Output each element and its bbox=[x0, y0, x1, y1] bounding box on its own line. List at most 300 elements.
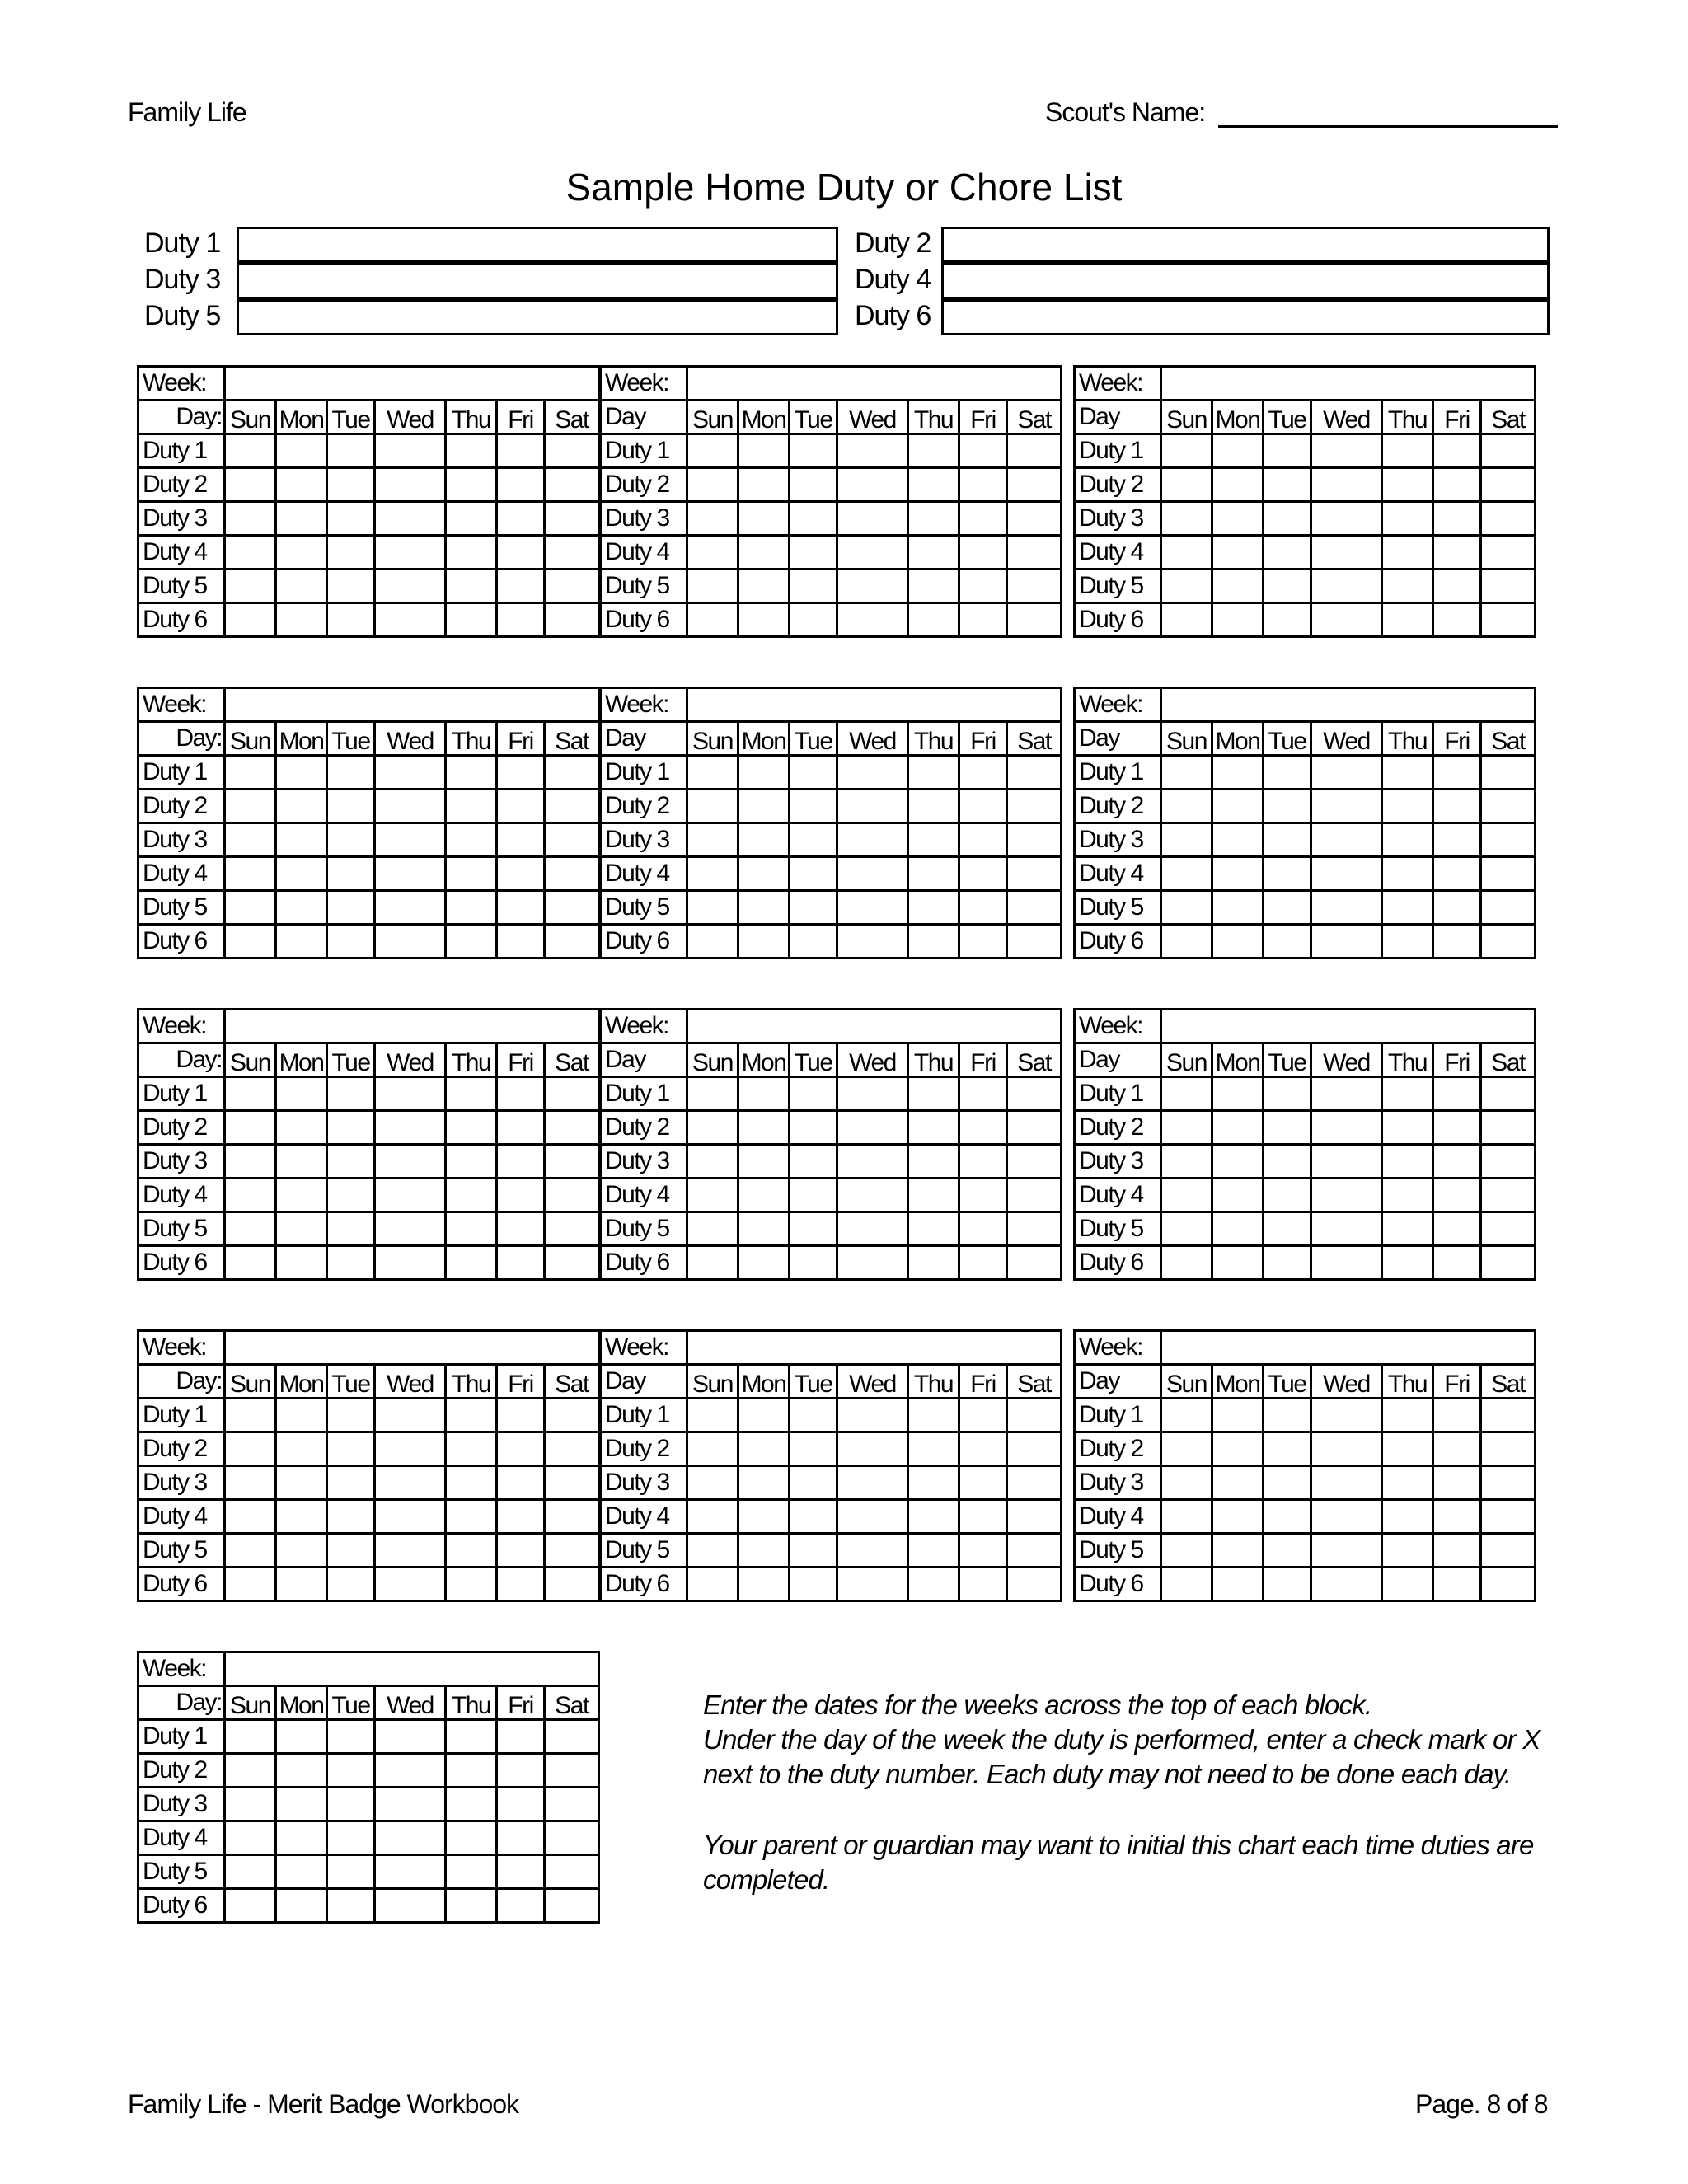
check-cell[interactable] bbox=[1481, 1212, 1536, 1246]
check-cell[interactable] bbox=[497, 1077, 545, 1111]
check-cell[interactable] bbox=[1007, 1432, 1062, 1466]
check-cell[interactable] bbox=[1264, 1212, 1311, 1246]
check-cell[interactable] bbox=[446, 1466, 497, 1500]
check-cell[interactable] bbox=[959, 1534, 1007, 1568]
check-cell[interactable] bbox=[446, 1754, 497, 1788]
check-cell[interactable] bbox=[1311, 891, 1382, 925]
check-cell[interactable] bbox=[446, 434, 497, 468]
check-cell[interactable] bbox=[446, 1821, 497, 1855]
check-cell[interactable] bbox=[790, 434, 837, 468]
check-cell[interactable] bbox=[908, 468, 959, 502]
check-cell[interactable] bbox=[225, 1432, 276, 1466]
check-cell[interactable] bbox=[276, 857, 327, 891]
check-cell[interactable] bbox=[545, 756, 599, 790]
check-cell[interactable] bbox=[225, 1855, 276, 1889]
check-cell[interactable] bbox=[1264, 1568, 1311, 1601]
check-cell[interactable] bbox=[1161, 468, 1212, 502]
check-cell[interactable] bbox=[687, 1500, 738, 1534]
check-cell[interactable] bbox=[1007, 1399, 1062, 1432]
check-cell[interactable] bbox=[375, 1568, 446, 1601]
check-cell[interactable] bbox=[327, 502, 375, 536]
check-cell[interactable] bbox=[446, 790, 497, 823]
check-cell[interactable] bbox=[687, 1179, 738, 1212]
week-date-field[interactable] bbox=[1161, 1010, 1536, 1043]
check-cell[interactable] bbox=[908, 790, 959, 823]
check-cell[interactable] bbox=[1311, 502, 1382, 536]
check-cell[interactable] bbox=[687, 891, 738, 925]
check-cell[interactable] bbox=[1264, 1145, 1311, 1179]
check-cell[interactable] bbox=[1264, 891, 1311, 925]
check-cell[interactable] bbox=[327, 434, 375, 468]
check-cell[interactable] bbox=[687, 536, 738, 569]
check-cell[interactable] bbox=[959, 1111, 1007, 1145]
check-cell[interactable] bbox=[545, 1889, 599, 1923]
check-cell[interactable] bbox=[1007, 1568, 1062, 1601]
check-cell[interactable] bbox=[1161, 536, 1212, 569]
check-cell[interactable] bbox=[276, 1821, 327, 1855]
check-cell[interactable] bbox=[375, 536, 446, 569]
check-cell[interactable] bbox=[1433, 536, 1481, 569]
check-cell[interactable] bbox=[1382, 502, 1433, 536]
check-cell[interactable] bbox=[545, 1568, 599, 1601]
check-cell[interactable] bbox=[225, 1212, 276, 1246]
check-cell[interactable] bbox=[375, 823, 446, 857]
check-cell[interactable] bbox=[908, 603, 959, 637]
week-date-field[interactable] bbox=[687, 367, 1062, 401]
check-cell[interactable] bbox=[908, 1432, 959, 1466]
check-cell[interactable] bbox=[497, 434, 545, 468]
check-cell[interactable] bbox=[908, 1399, 959, 1432]
check-cell[interactable] bbox=[276, 1500, 327, 1534]
check-cell[interactable] bbox=[276, 1720, 327, 1754]
check-cell[interactable] bbox=[1264, 1432, 1311, 1466]
check-cell[interactable] bbox=[738, 1145, 790, 1179]
check-cell[interactable] bbox=[1264, 502, 1311, 536]
check-cell[interactable] bbox=[446, 925, 497, 958]
check-cell[interactable] bbox=[446, 823, 497, 857]
check-cell[interactable] bbox=[497, 1788, 545, 1821]
check-cell[interactable] bbox=[375, 1821, 446, 1855]
check-cell[interactable] bbox=[1161, 925, 1212, 958]
check-cell[interactable] bbox=[327, 790, 375, 823]
check-cell[interactable] bbox=[959, 536, 1007, 569]
check-cell[interactable] bbox=[959, 1568, 1007, 1601]
check-cell[interactable] bbox=[327, 925, 375, 958]
check-cell[interactable] bbox=[1311, 1111, 1382, 1145]
check-cell[interactable] bbox=[1212, 1246, 1264, 1280]
check-cell[interactable] bbox=[1481, 925, 1536, 958]
check-cell[interactable] bbox=[959, 857, 1007, 891]
check-cell[interactable] bbox=[1212, 603, 1264, 637]
check-cell[interactable] bbox=[1161, 1399, 1212, 1432]
check-cell[interactable] bbox=[687, 1246, 738, 1280]
check-cell[interactable] bbox=[446, 536, 497, 569]
check-cell[interactable] bbox=[497, 1534, 545, 1568]
check-cell[interactable] bbox=[1481, 1111, 1536, 1145]
check-cell[interactable] bbox=[1212, 1466, 1264, 1500]
check-cell[interactable] bbox=[837, 1432, 908, 1466]
check-cell[interactable] bbox=[837, 857, 908, 891]
check-cell[interactable] bbox=[1433, 1568, 1481, 1601]
check-cell[interactable] bbox=[545, 1754, 599, 1788]
check-cell[interactable] bbox=[959, 1399, 1007, 1432]
check-cell[interactable] bbox=[738, 925, 790, 958]
check-cell[interactable] bbox=[276, 1145, 327, 1179]
check-cell[interactable] bbox=[276, 891, 327, 925]
check-cell[interactable] bbox=[908, 536, 959, 569]
duty-definition-field[interactable] bbox=[941, 263, 1550, 299]
check-cell[interactable] bbox=[1264, 536, 1311, 569]
check-cell[interactable] bbox=[1433, 1077, 1481, 1111]
check-cell[interactable] bbox=[1161, 1145, 1212, 1179]
check-cell[interactable] bbox=[327, 823, 375, 857]
check-cell[interactable] bbox=[959, 434, 1007, 468]
check-cell[interactable] bbox=[959, 823, 1007, 857]
check-cell[interactable] bbox=[497, 1500, 545, 1534]
check-cell[interactable] bbox=[225, 1179, 276, 1212]
check-cell[interactable] bbox=[959, 1212, 1007, 1246]
check-cell[interactable] bbox=[908, 1212, 959, 1246]
check-cell[interactable] bbox=[225, 823, 276, 857]
check-cell[interactable] bbox=[837, 603, 908, 637]
check-cell[interactable] bbox=[1481, 1179, 1536, 1212]
check-cell[interactable] bbox=[1311, 1212, 1382, 1246]
check-cell[interactable] bbox=[1212, 823, 1264, 857]
check-cell[interactable] bbox=[1007, 1500, 1062, 1534]
check-cell[interactable] bbox=[1481, 1534, 1536, 1568]
check-cell[interactable] bbox=[1212, 1179, 1264, 1212]
check-cell[interactable] bbox=[327, 1179, 375, 1212]
check-cell[interactable] bbox=[1007, 925, 1062, 958]
check-cell[interactable] bbox=[1481, 603, 1536, 637]
check-cell[interactable] bbox=[1382, 1145, 1433, 1179]
check-cell[interactable] bbox=[497, 925, 545, 958]
check-cell[interactable] bbox=[687, 502, 738, 536]
check-cell[interactable] bbox=[1311, 925, 1382, 958]
check-cell[interactable] bbox=[908, 1500, 959, 1534]
check-cell[interactable] bbox=[790, 569, 837, 603]
check-cell[interactable] bbox=[1007, 823, 1062, 857]
check-cell[interactable] bbox=[545, 603, 599, 637]
check-cell[interactable] bbox=[1161, 1466, 1212, 1500]
check-cell[interactable] bbox=[1311, 1246, 1382, 1280]
check-cell[interactable] bbox=[225, 1821, 276, 1855]
check-cell[interactable] bbox=[276, 1754, 327, 1788]
check-cell[interactable] bbox=[545, 1399, 599, 1432]
check-cell[interactable] bbox=[327, 1145, 375, 1179]
check-cell[interactable] bbox=[497, 1855, 545, 1889]
check-cell[interactable] bbox=[545, 1179, 599, 1212]
check-cell[interactable] bbox=[276, 1111, 327, 1145]
check-cell[interactable] bbox=[276, 603, 327, 637]
check-cell[interactable] bbox=[1161, 434, 1212, 468]
check-cell[interactable] bbox=[738, 857, 790, 891]
check-cell[interactable] bbox=[790, 536, 837, 569]
check-cell[interactable] bbox=[276, 1246, 327, 1280]
check-cell[interactable] bbox=[545, 1466, 599, 1500]
check-cell[interactable] bbox=[1264, 1111, 1311, 1145]
check-cell[interactable] bbox=[446, 1246, 497, 1280]
check-cell[interactable] bbox=[1212, 925, 1264, 958]
check-cell[interactable] bbox=[1382, 1111, 1433, 1145]
check-cell[interactable] bbox=[1433, 1399, 1481, 1432]
check-cell[interactable] bbox=[1481, 891, 1536, 925]
check-cell[interactable] bbox=[908, 1145, 959, 1179]
check-cell[interactable] bbox=[1161, 891, 1212, 925]
check-cell[interactable] bbox=[1382, 1212, 1433, 1246]
check-cell[interactable] bbox=[1433, 468, 1481, 502]
check-cell[interactable] bbox=[225, 1568, 276, 1601]
check-cell[interactable] bbox=[375, 1466, 446, 1500]
check-cell[interactable] bbox=[1212, 1534, 1264, 1568]
check-cell[interactable] bbox=[959, 756, 1007, 790]
check-cell[interactable] bbox=[497, 1246, 545, 1280]
check-cell[interactable] bbox=[225, 569, 276, 603]
check-cell[interactable] bbox=[327, 1855, 375, 1889]
check-cell[interactable] bbox=[276, 925, 327, 958]
check-cell[interactable] bbox=[225, 891, 276, 925]
check-cell[interactable] bbox=[375, 1145, 446, 1179]
check-cell[interactable] bbox=[1007, 1212, 1062, 1246]
check-cell[interactable] bbox=[1007, 1466, 1062, 1500]
check-cell[interactable] bbox=[1212, 1500, 1264, 1534]
check-cell[interactable] bbox=[446, 857, 497, 891]
check-cell[interactable] bbox=[1212, 1077, 1264, 1111]
check-cell[interactable] bbox=[497, 790, 545, 823]
check-cell[interactable] bbox=[225, 1466, 276, 1500]
check-cell[interactable] bbox=[276, 1534, 327, 1568]
check-cell[interactable] bbox=[1007, 536, 1062, 569]
check-cell[interactable] bbox=[1264, 1534, 1311, 1568]
check-cell[interactable] bbox=[276, 1399, 327, 1432]
check-cell[interactable] bbox=[837, 468, 908, 502]
check-cell[interactable] bbox=[1212, 1432, 1264, 1466]
week-date-field[interactable] bbox=[225, 367, 599, 401]
check-cell[interactable] bbox=[1007, 1111, 1062, 1145]
check-cell[interactable] bbox=[1433, 1111, 1481, 1145]
check-cell[interactable] bbox=[1481, 1500, 1536, 1534]
check-cell[interactable] bbox=[1161, 857, 1212, 891]
check-cell[interactable] bbox=[738, 502, 790, 536]
check-cell[interactable] bbox=[738, 1179, 790, 1212]
check-cell[interactable] bbox=[545, 1500, 599, 1534]
check-cell[interactable] bbox=[837, 536, 908, 569]
week-date-field[interactable] bbox=[687, 1010, 1062, 1043]
check-cell[interactable] bbox=[790, 1179, 837, 1212]
check-cell[interactable] bbox=[837, 1399, 908, 1432]
check-cell[interactable] bbox=[1433, 756, 1481, 790]
check-cell[interactable] bbox=[1481, 756, 1536, 790]
check-cell[interactable] bbox=[375, 1855, 446, 1889]
check-cell[interactable] bbox=[837, 1500, 908, 1534]
check-cell[interactable] bbox=[1481, 1077, 1536, 1111]
check-cell[interactable] bbox=[225, 1111, 276, 1145]
check-cell[interactable] bbox=[1311, 756, 1382, 790]
check-cell[interactable] bbox=[1212, 1399, 1264, 1432]
check-cell[interactable] bbox=[1433, 1500, 1481, 1534]
check-cell[interactable] bbox=[375, 1432, 446, 1466]
check-cell[interactable] bbox=[1212, 790, 1264, 823]
check-cell[interactable] bbox=[1161, 1077, 1212, 1111]
check-cell[interactable] bbox=[446, 1212, 497, 1246]
check-cell[interactable] bbox=[225, 434, 276, 468]
check-cell[interactable] bbox=[327, 569, 375, 603]
check-cell[interactable] bbox=[1311, 1179, 1382, 1212]
check-cell[interactable] bbox=[1311, 1432, 1382, 1466]
check-cell[interactable] bbox=[276, 536, 327, 569]
check-cell[interactable] bbox=[790, 1568, 837, 1601]
check-cell[interactable] bbox=[738, 1246, 790, 1280]
check-cell[interactable] bbox=[1161, 1246, 1212, 1280]
check-cell[interactable] bbox=[497, 1399, 545, 1432]
check-cell[interactable] bbox=[1264, 468, 1311, 502]
check-cell[interactable] bbox=[446, 569, 497, 603]
check-cell[interactable] bbox=[959, 1466, 1007, 1500]
check-cell[interactable] bbox=[1481, 569, 1536, 603]
check-cell[interactable] bbox=[1161, 823, 1212, 857]
check-cell[interactable] bbox=[375, 502, 446, 536]
check-cell[interactable] bbox=[1481, 857, 1536, 891]
check-cell[interactable] bbox=[1212, 1568, 1264, 1601]
check-cell[interactable] bbox=[1433, 790, 1481, 823]
check-cell[interactable] bbox=[1481, 536, 1536, 569]
check-cell[interactable] bbox=[908, 1111, 959, 1145]
check-cell[interactable] bbox=[375, 1500, 446, 1534]
check-cell[interactable] bbox=[1311, 603, 1382, 637]
check-cell[interactable] bbox=[545, 1111, 599, 1145]
check-cell[interactable] bbox=[1264, 1077, 1311, 1111]
check-cell[interactable] bbox=[497, 1821, 545, 1855]
check-cell[interactable] bbox=[790, 1534, 837, 1568]
check-cell[interactable] bbox=[375, 756, 446, 790]
check-cell[interactable] bbox=[375, 925, 446, 958]
check-cell[interactable] bbox=[908, 1568, 959, 1601]
check-cell[interactable] bbox=[327, 1754, 375, 1788]
check-cell[interactable] bbox=[446, 1399, 497, 1432]
check-cell[interactable] bbox=[327, 1821, 375, 1855]
check-cell[interactable] bbox=[1433, 1534, 1481, 1568]
check-cell[interactable] bbox=[1382, 1500, 1433, 1534]
check-cell[interactable] bbox=[545, 925, 599, 958]
check-cell[interactable] bbox=[497, 569, 545, 603]
check-cell[interactable] bbox=[1382, 569, 1433, 603]
check-cell[interactable] bbox=[375, 1246, 446, 1280]
check-cell[interactable] bbox=[225, 502, 276, 536]
check-cell[interactable] bbox=[497, 891, 545, 925]
check-cell[interactable] bbox=[687, 434, 738, 468]
check-cell[interactable] bbox=[1382, 536, 1433, 569]
check-cell[interactable] bbox=[276, 1432, 327, 1466]
check-cell[interactable] bbox=[497, 756, 545, 790]
week-date-field[interactable] bbox=[225, 1010, 599, 1043]
check-cell[interactable] bbox=[1007, 468, 1062, 502]
check-cell[interactable] bbox=[1007, 1077, 1062, 1111]
check-cell[interactable] bbox=[790, 1212, 837, 1246]
check-cell[interactable] bbox=[276, 1077, 327, 1111]
check-cell[interactable] bbox=[375, 1399, 446, 1432]
check-cell[interactable] bbox=[1481, 434, 1536, 468]
check-cell[interactable] bbox=[327, 1111, 375, 1145]
check-cell[interactable] bbox=[1433, 925, 1481, 958]
check-cell[interactable] bbox=[908, 823, 959, 857]
check-cell[interactable] bbox=[375, 1212, 446, 1246]
check-cell[interactable] bbox=[497, 502, 545, 536]
check-cell[interactable] bbox=[446, 603, 497, 637]
check-cell[interactable] bbox=[225, 1720, 276, 1754]
check-cell[interactable] bbox=[908, 434, 959, 468]
check-cell[interactable] bbox=[446, 1788, 497, 1821]
check-cell[interactable] bbox=[276, 1466, 327, 1500]
check-cell[interactable] bbox=[225, 603, 276, 637]
check-cell[interactable] bbox=[908, 1534, 959, 1568]
check-cell[interactable] bbox=[545, 434, 599, 468]
check-cell[interactable] bbox=[738, 1399, 790, 1432]
check-cell[interactable] bbox=[545, 1212, 599, 1246]
check-cell[interactable] bbox=[738, 1534, 790, 1568]
check-cell[interactable] bbox=[1311, 1500, 1382, 1534]
check-cell[interactable] bbox=[687, 1077, 738, 1111]
check-cell[interactable] bbox=[687, 1466, 738, 1500]
check-cell[interactable] bbox=[327, 1788, 375, 1821]
check-cell[interactable] bbox=[790, 790, 837, 823]
check-cell[interactable] bbox=[790, 468, 837, 502]
check-cell[interactable] bbox=[1481, 1466, 1536, 1500]
check-cell[interactable] bbox=[446, 1720, 497, 1754]
check-cell[interactable] bbox=[1433, 823, 1481, 857]
check-cell[interactable] bbox=[1311, 1534, 1382, 1568]
check-cell[interactable] bbox=[908, 1179, 959, 1212]
check-cell[interactable] bbox=[1311, 1399, 1382, 1432]
check-cell[interactable] bbox=[446, 891, 497, 925]
check-cell[interactable] bbox=[446, 502, 497, 536]
check-cell[interactable] bbox=[1481, 823, 1536, 857]
check-cell[interactable] bbox=[837, 1077, 908, 1111]
check-cell[interactable] bbox=[1481, 502, 1536, 536]
check-cell[interactable] bbox=[327, 891, 375, 925]
check-cell[interactable] bbox=[375, 569, 446, 603]
check-cell[interactable] bbox=[837, 1534, 908, 1568]
check-cell[interactable] bbox=[327, 756, 375, 790]
check-cell[interactable] bbox=[497, 1432, 545, 1466]
check-cell[interactable] bbox=[1382, 1399, 1433, 1432]
check-cell[interactable] bbox=[1007, 1246, 1062, 1280]
check-cell[interactable] bbox=[375, 1179, 446, 1212]
check-cell[interactable] bbox=[1161, 569, 1212, 603]
check-cell[interactable] bbox=[225, 1246, 276, 1280]
check-cell[interactable] bbox=[837, 1212, 908, 1246]
check-cell[interactable] bbox=[276, 502, 327, 536]
check-cell[interactable] bbox=[1264, 790, 1311, 823]
check-cell[interactable] bbox=[225, 1889, 276, 1923]
check-cell[interactable] bbox=[497, 857, 545, 891]
check-cell[interactable] bbox=[225, 790, 276, 823]
check-cell[interactable] bbox=[908, 891, 959, 925]
check-cell[interactable] bbox=[1382, 891, 1433, 925]
check-cell[interactable] bbox=[1264, 1399, 1311, 1432]
check-cell[interactable] bbox=[327, 1246, 375, 1280]
check-cell[interactable] bbox=[1212, 502, 1264, 536]
check-cell[interactable] bbox=[959, 790, 1007, 823]
check-cell[interactable] bbox=[790, 1432, 837, 1466]
check-cell[interactable] bbox=[1007, 1179, 1062, 1212]
check-cell[interactable] bbox=[225, 1399, 276, 1432]
check-cell[interactable] bbox=[446, 1111, 497, 1145]
check-cell[interactable] bbox=[446, 1889, 497, 1923]
check-cell[interactable] bbox=[375, 603, 446, 637]
check-cell[interactable] bbox=[225, 1788, 276, 1821]
check-cell[interactable] bbox=[276, 1568, 327, 1601]
check-cell[interactable] bbox=[908, 1077, 959, 1111]
